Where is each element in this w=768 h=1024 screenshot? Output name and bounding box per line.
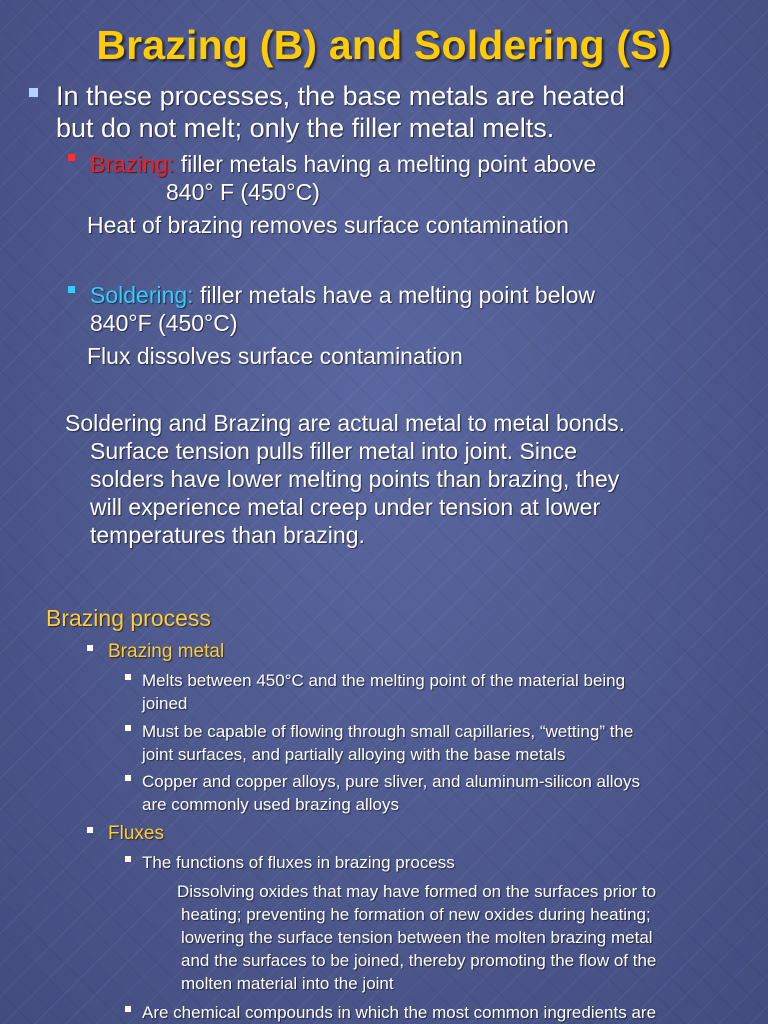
bullet-square-icon: [87, 827, 93, 833]
metal-item-2-line-1: Must be capable of flowing through small capillaries, “wetting” the: [142, 722, 634, 741]
fluxes-functions-line-2: heating; preventing he formation of new oxides during heating;: [181, 905, 651, 924]
metal-item-2-line-2: joint surfaces, and partially alloying with the base metals: [142, 745, 566, 764]
paragraph-line-3: solders have lower melting points than brazing, they: [90, 466, 620, 492]
bullet-square-icon: [125, 725, 131, 731]
bullet-square-icon: [125, 1006, 131, 1012]
fluxes-last-item: Are chemical compounds in which the most common ingredients are: [142, 1003, 657, 1022]
soldering-temp: 840°F (450°C): [90, 310, 238, 336]
bullet-square-icon: [68, 286, 75, 293]
metal-item-1-line-1: Melts between 450°C and the melting point of the material being: [142, 671, 626, 690]
bullet-square-icon: [87, 645, 93, 651]
paragraph-line-1: Soldering and Brazing are actual metal to metal bonds.: [65, 410, 625, 436]
fluxes-functions-label: The functions of fluxes in brazing process: [142, 853, 455, 872]
bullet-square-icon: [125, 856, 131, 862]
paragraph-line-5: temperatures than brazing.: [90, 522, 365, 548]
brazing-temp: 840° F (450°C): [166, 179, 320, 205]
brazing-note: Heat of brazing removes surface contamination: [87, 212, 569, 238]
paragraph-line-4: will experience metal creep under tension at lower: [90, 494, 601, 520]
bullet-square-icon: [125, 775, 131, 781]
intro-line-2: but do not melt; only the filler metal melts.: [56, 113, 555, 143]
fluxes-functions-line-3: lowering the surface tension between the molten brazing metal: [181, 928, 653, 947]
metal-item-3-line-1: Copper and copper alloys, pure sliver, and aluminum-silicon alloys: [142, 772, 640, 791]
bullet-square-icon: [68, 154, 75, 161]
metal-item-1-line-2: joined: [142, 694, 188, 713]
soldering-definition: [90, 281, 595, 309]
brazing-metal-label: Brazing metal: [108, 641, 225, 662]
soldering-note: Flux dissolves surface contamination: [87, 343, 463, 369]
brazing-label: Brazing:: [90, 151, 175, 177]
paragraph-line-2: Surface tension pulls filler metal into joint. Since: [90, 438, 578, 464]
soldering-text: filler metals have a melting point below: [193, 282, 595, 308]
bullet-square-icon: [125, 674, 131, 680]
fluxes-label: Fluxes: [108, 823, 164, 844]
slide-title: Brazing (B) and Soldering (S): [96, 22, 672, 68]
fluxes-functions-line-5: molten material into the joint: [181, 974, 394, 993]
soldering-label: Soldering:: [90, 282, 194, 308]
process-heading: Brazing process: [46, 605, 211, 631]
brazing-definition: [90, 150, 596, 178]
fluxes-functions-line-1: Dissolving oxides that may have formed on the surfaces prior to: [177, 882, 657, 901]
metal-item-3-line-2: are commonly used brazing alloys: [142, 795, 400, 814]
fluxes-functions-line-4: and the surfaces to be joined, thereby promoting the flow of the: [181, 951, 657, 970]
brazing-text: filler metals having a melting point above: [174, 151, 597, 177]
bullet-square-icon: [29, 88, 38, 97]
intro-line-1: In these processes, the base metals are heated: [56, 81, 625, 111]
